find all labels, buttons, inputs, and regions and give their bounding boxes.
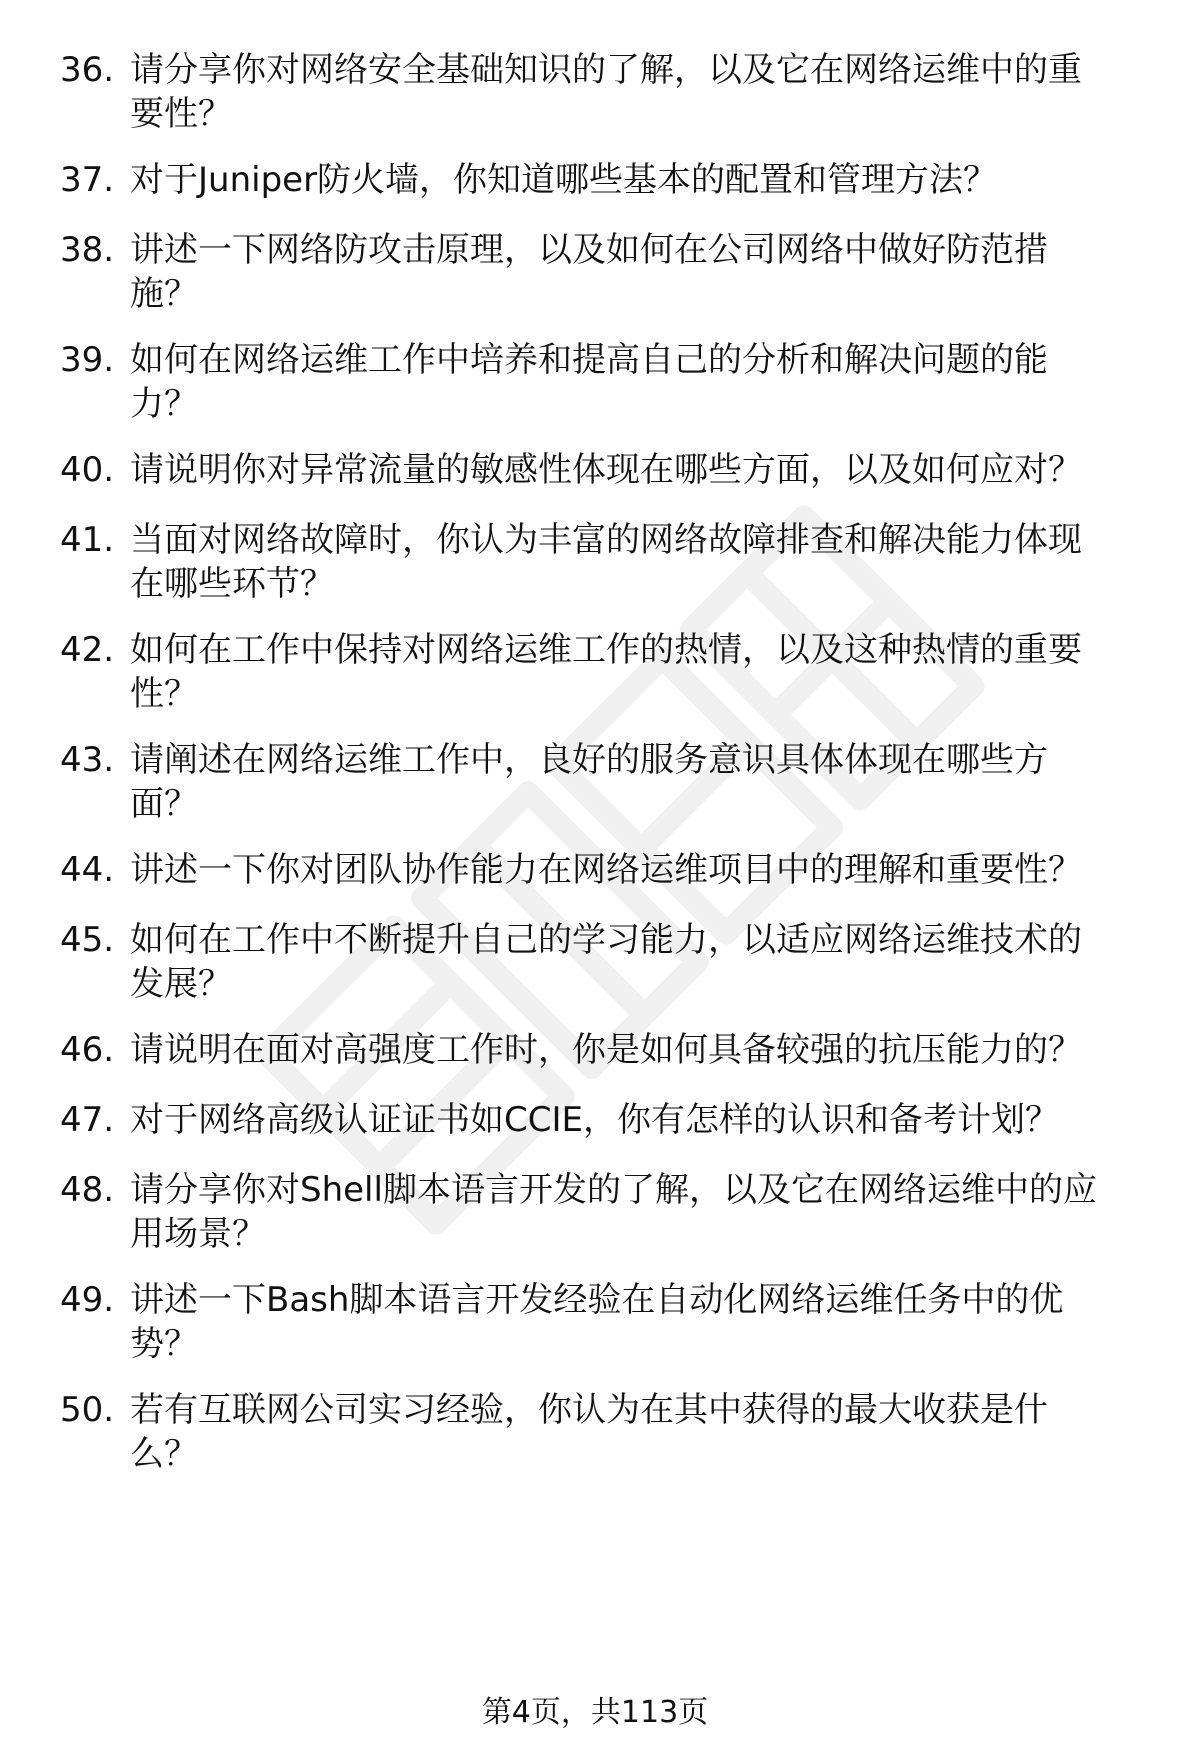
question-number: 43. (60, 740, 115, 780)
question-text (130, 518, 1190, 606)
question-line: 讲述一下你对团队协作能力在网络运维项目中的理解和重要性？ (130, 850, 1082, 890)
question-text (130, 1388, 1190, 1476)
question-text (130, 918, 1190, 1006)
question-text (130, 338, 1190, 426)
question-line: 请说明在面对高强度工作时，你是如何具备较强的抗压能力的？ (130, 1030, 1082, 1070)
question-number: 47. (60, 1100, 115, 1140)
question-number: 44. (60, 850, 115, 890)
question-line: 如何在工作中保持对网络运维工作的热情，以及这种热情的重要 (130, 630, 1082, 670)
question-line: 请说明你对异常流量的敏感性体现在哪些方面，以及如何应对？ (130, 450, 1082, 490)
question-line: 发展？ (130, 964, 232, 1004)
question-number: 41. (60, 520, 115, 560)
page-number: 第4页，共113页 (481, 1695, 709, 1730)
question-text (130, 1098, 1190, 1142)
question-text (130, 1278, 1190, 1366)
question-line: 如何在网络运维工作中培养和提高自己的分析和解决问题的能 (130, 340, 1048, 380)
question-line: 讲述一下Bash脚本语言开发经验在自动化网络运维任务中的优 (130, 1280, 1064, 1320)
question-number: 38. (60, 230, 115, 270)
question-text (130, 158, 1190, 202)
question-line: 当面对网络故障时，你认为丰富的网络故障排查和解决能力体现 (130, 520, 1082, 560)
question-number: 36. (60, 50, 115, 90)
question-line: 用场景？ (130, 1214, 266, 1254)
question-line: 力？ (130, 384, 198, 424)
question-number: 42. (60, 630, 115, 670)
question-line: 若有互联网公司实习经验，你认为在其中获得的最大收获是什 (130, 1390, 1048, 1430)
question-line: 么？ (130, 1434, 198, 1474)
question-text (130, 48, 1190, 136)
question-line: 对于网络高级认证证书如CCIE，你有怎样的认识和备考计划？ (130, 1100, 1059, 1140)
question-number: 39. (60, 340, 115, 380)
question-line: 请分享你对网络安全基础知识的了解，以及它在网络运维中的重 (130, 50, 1082, 90)
question-text (130, 448, 1190, 492)
question-number: 40. (60, 450, 115, 490)
question-number: 37. (60, 160, 115, 200)
question-line: 请分享你对Shell脚本语言开发的了解，以及它在网络运维中的应 (130, 1170, 1097, 1210)
question-text (130, 628, 1190, 716)
question-line: 要性？ (130, 94, 232, 134)
question-line: 面？ (130, 784, 198, 824)
question-line: 性？ (130, 674, 198, 714)
question-text (130, 228, 1190, 316)
question-number: 48. (60, 1170, 115, 1210)
question-text (130, 1028, 1190, 1072)
question-number: 49. (60, 1280, 115, 1320)
question-line: 在哪些环节？ (130, 564, 334, 604)
question-text (130, 738, 1190, 826)
question-text (130, 1168, 1190, 1256)
question-line: 讲述一下网络防攻击原理，以及如何在公司网络中做好防范措 (130, 230, 1048, 270)
question-number: 46. (60, 1030, 115, 1070)
question-line: 施？ (130, 274, 198, 314)
question-line: 如何在工作中不断提升自己的学习能力，以适应网络运维技术的 (130, 920, 1082, 960)
question-line: 对于Juniper防火墙，你知道哪些基本的配置和管理方法？ (130, 160, 998, 200)
question-number: 50. (60, 1390, 115, 1430)
question-line: 请阐述在网络运维工作中，良好的服务意识具体体现在哪些方 (130, 740, 1048, 780)
question-text (130, 848, 1190, 892)
question-line: 势？ (130, 1324, 198, 1364)
question-number: 45. (60, 920, 115, 960)
